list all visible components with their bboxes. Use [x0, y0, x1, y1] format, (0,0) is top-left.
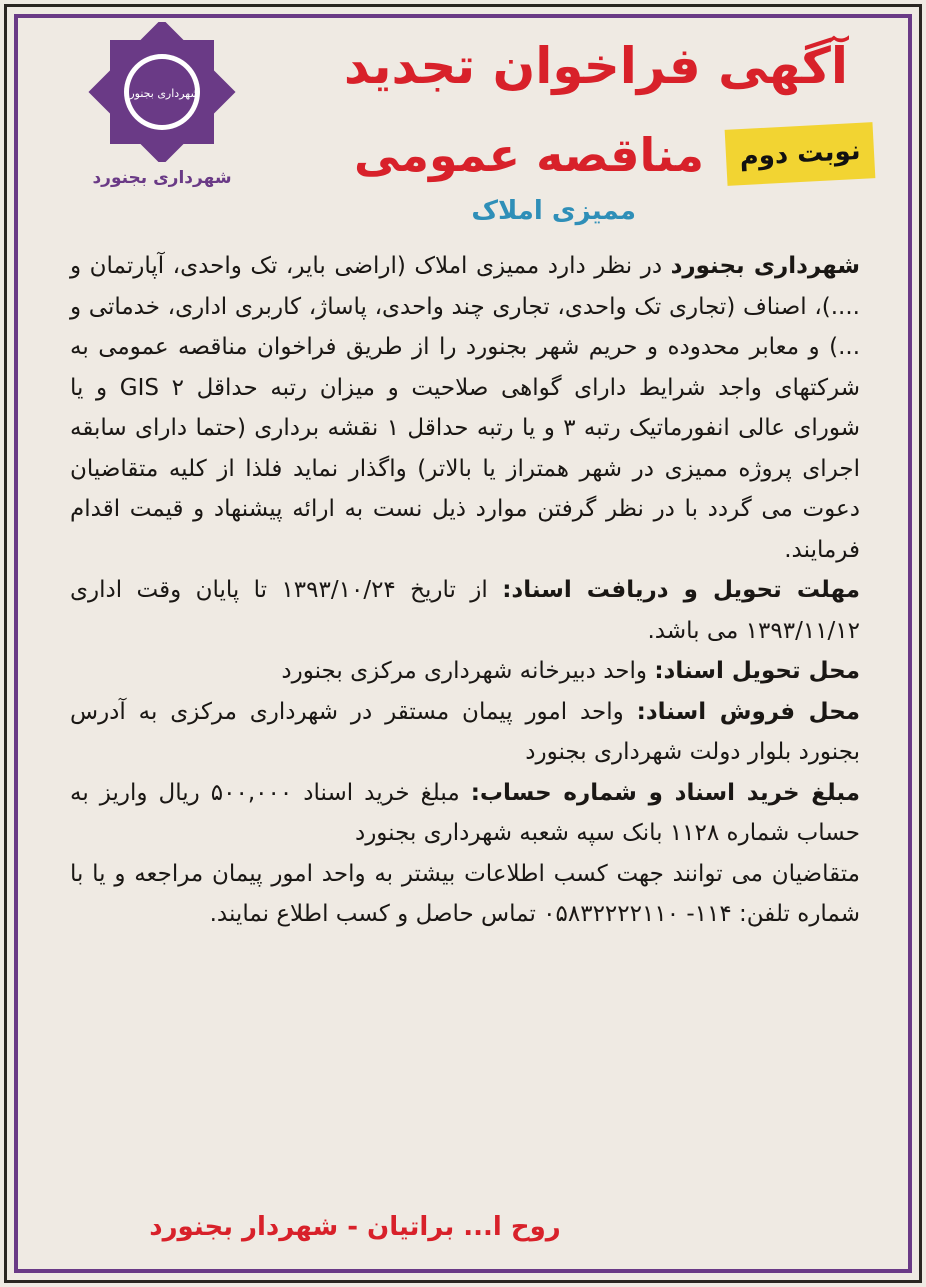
ad-title-line2: مناقصه عمومی — [353, 128, 704, 182]
deadline-label: مهلت تحویل و دریافت اسناد: — [502, 577, 860, 603]
intro-paragraph — [70, 246, 860, 570]
emblem-text: شهرداری بجنورد — [124, 87, 200, 100]
sale-paragraph — [70, 692, 860, 773]
delivery-paragraph — [70, 651, 860, 692]
intro-text: در نظر دارد ممیزی املاک (اراضی بایر، تک واحدی، آپارتمان و ....)، اصناف (تجاری تک واحدی، تجاری چند واحدی، پاساژ، کاربری اداری، خدماتی و ...) و معابر محدوده و حریم شهر بجنورد را از طریق فراخوان مناقصه عمومی به شرکتهای واجد شرایط دارای گواهی صلاحیت و میزان رتبه حداقل ۲ GIS و یا شورای عالی انفورماتیک رتبه ۳ و یا رتبه حداقل ۱ نقشه برداری (حتما دارای سابقه اجرای پروژه ممیزی در شهر همتراز یا بالاتر) واگذار نماید فلذا از کلیه متقاضیان دعوت می گردد با در نظر گرفتن موارد ذیل نست به ارائه پیشنهاد و قیمت اقدام فرمایند. — [70, 253, 861, 563]
emblem-icon — [87, 22, 237, 162]
sale-label: محل فروش اسناد: — [636, 698, 861, 725]
deadline-paragraph — [70, 570, 860, 651]
ad-subtitle: ممیزی املاک — [471, 196, 636, 226]
organization-name: شهرداری بجنورد — [670, 253, 860, 279]
municipality-logo — [62, 22, 262, 202]
delivery-text: واحد دبیرخانه شهرداری مرکزی بجنورد — [281, 658, 655, 684]
ad-body — [70, 246, 860, 935]
logo-caption: شهرداری بجنورد — [92, 168, 232, 188]
deadline-text: از تاریخ ۱۳۹۳/۱۰/۲۴ تا پایان وقت اداری ۱۳۹۳/۱۱/۱۲ می باشد. — [70, 577, 860, 644]
sale-text: واحد امور پیمان مستقر در شهرداری مرکزی به آدرس بجنورد بلوار دولت شهرداری بجنورد — [70, 698, 860, 765]
signature: روح ا... براتیان - شهردار بجنورد — [149, 1212, 561, 1242]
ad-title: آگهی فراخوان تجدید — [343, 37, 848, 95]
price-label: مبلغ خرید اسناد و شماره حساب: — [470, 779, 860, 806]
price-paragraph — [70, 773, 860, 854]
contact-paragraph: متقاضیان می توانند جهت کسب اطلاعات بیشتر به واحد امور پیمان مراجعه و یا با شماره تلفن: ۱۱۴- ۰۵۸۳۲۲۲۲۱۱۰ تماس حاصل و کسب اطلاع نمایند. — [70, 860, 860, 927]
price-text: مبلغ خرید اسناد ۵۰۰,۰۰۰ ریال واریز به حساب شماره ۱۱۲۸ بانک سپه شعبه شهرداری بجنورد — [70, 779, 860, 846]
round-badge: نوبت دوم — [725, 122, 876, 186]
delivery-label: محل تحویل اسناد: — [654, 658, 860, 684]
